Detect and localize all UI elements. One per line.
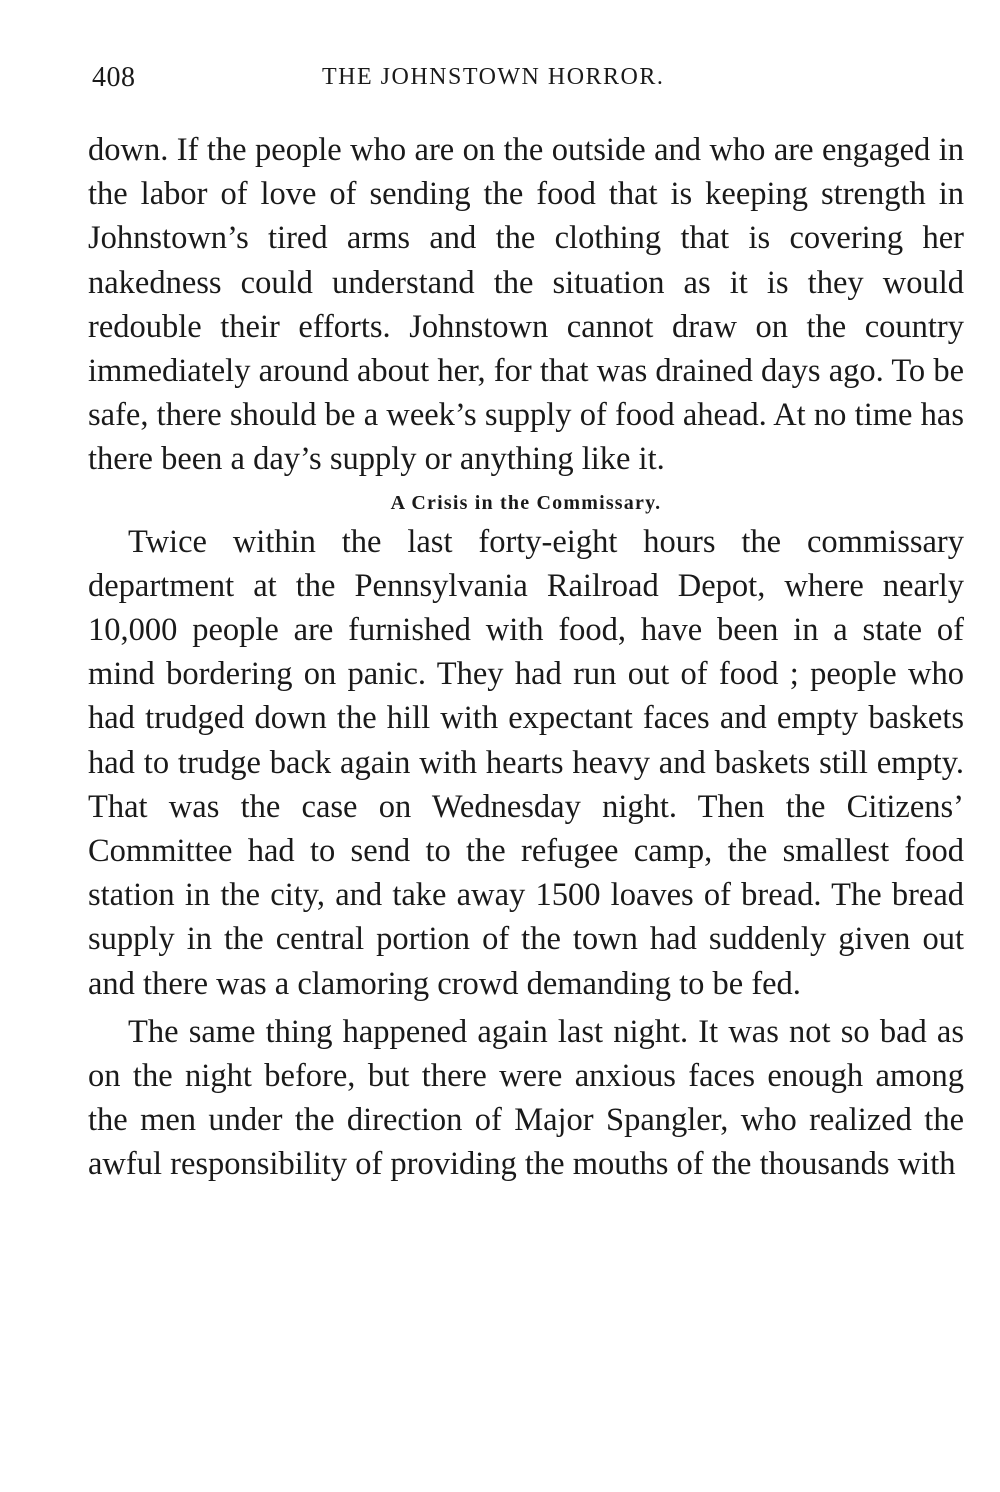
page-header xyxy=(92,62,962,102)
page-number: 408 xyxy=(92,62,136,93)
paragraph-2: Twice within the last forty-eight hours the commissary department at the Pennsylvania Railroad Depot, where nearly 10,000 people are furnished with food, have been in a state of mind bordering on panic. They had run out of food ; people who had trudged down the hill with expectant faces and empty baskets had to trudge back again with hearts heavy and baskets still empty. That was the case on Wednesday night. Then the Citizens’ Committee had to send to the refugee camp, the smallest food station in the city, and take away 1500 loaves of bread. The bread supply in the central portion of the town had suddenly given out and there was a clamoring crowd demanding to be fed. xyxy=(88,523,964,1002)
paragraph-1: down. If the people who are on the outside and who are engaged in the labor of love of sending the food that is keeping strength in Johnstown’s tired arms and the clothing that is covering her nakedness could understand the situation as it is they would redouble their efforts. Johnstown cannot draw on the country immediately around about her, for that was drained days ago. To be safe, there should be a week’s supply of food ahead. At no time has there been a day’s supply or anything like it. xyxy=(88,132,964,478)
paragraph-3: The same thing happened again last night. It was not so bad as on the night before, but there were anxious faces enough among the men under the direction of Major Spangler, who realized the awful responsibility of providing the mouths of the thousands with xyxy=(88,1013,964,1183)
section-heading: A Crisis in the Commissary. xyxy=(390,491,662,514)
body-text xyxy=(88,128,964,1187)
running-title: THE JOHNSTOWN HORROR. xyxy=(322,64,665,90)
